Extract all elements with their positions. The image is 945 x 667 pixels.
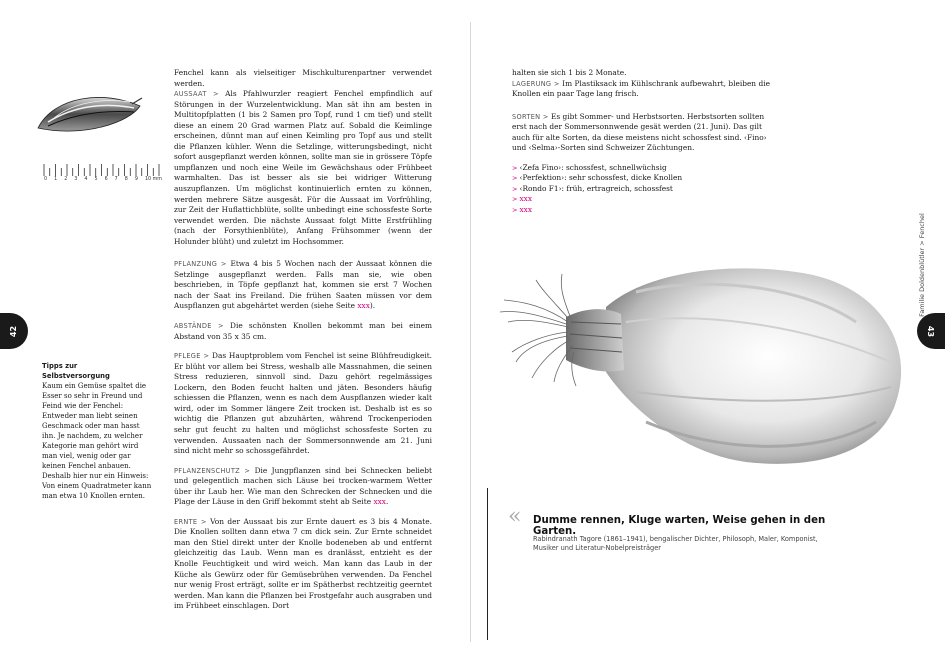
section-label-pflanzenschutz: PFLANZENSCHUTZ > [174,466,251,475]
ruler-tick-label: 1 [54,177,58,182]
page-reference[interactable]: xxx [373,497,386,507]
running-head: Familie Doldenblütler > Fenchel [918,213,926,317]
aussaat-text: Als Pfahlwurzler reagiert Fenchel empfindlich auf Störungen in der Wurzelentwicklung. Man sät ihn am besten in Multitopfplatten (1 bis 2 Samen pro Topf, rund 1 cm tief) und stellt diese an einem 20 Grad warmen Platz auf. Sobald die Keimlinge erscheinen, dünnt man auf einen Keimling pro Topf aus und stellt die Pflanzen kühler. Wenn die Setzlinge, witterungsbedingt, nicht sofort ausgepflanzt werden können, sollte man sie in grössere Töpfe umpflanzen und noch eine Weile im Gewächshaus oder Frühbeet warmhalten. Das ist besser als sie bei widriger Witterung auszupflanzen. Um möglichst kontinuierlich ernten zu können, werden mehrere Sätze ausgesät. Für die Aussaat im Vorfrühling, zur Zeit der Huflattichblüte, sollte unbedingt eine schossfeste Sorte verwendet werden. Die nächste Aussaat folgt Mitte Erstfrühling (nach der Forsythienblüte), Anfang Frühsommer (wenn der Holunder blüht) und zuletzt im Hochsommer. [174,89,432,246]
page-number-left: 42 [0,313,28,349]
ruler-tick-label: 6 [104,177,108,182]
ruler-tick-label: 5 [94,177,98,182]
sorten-text: Es gibt Sommer- und Herbstsorten. Herbstsorten sollten erst nach der Sommersonnwende gesät werden (21. Juni). Das gilt auch für alte Sorten, da diese meistens nicht schossfest sind. ‹Fino› und ‹Selma›-Sorten sind Schweizer Züchtungen. [512,111,767,153]
page-reference[interactable]: xxx [357,301,370,311]
sidebar-text: Kaum ein Gemüse spaltet die Esser so sehr in Freund und Feind wie der Fenchel: Entweder man liebt seinen Geschmack oder man hasst ihn. Je nachdem, zu welcher Kategorie man gehört wird man viel, wenig oder gar keinen Fenchel anbauen. Deshalb hier nur ein Hinweis: Von einem Quadratmeter kann man etwa 10 Knollen ernten. [42,382,152,500]
ruler-tick-label: 10 mm [144,177,162,182]
list-item: > ‹Zefa Fino›: schossfest, schnellwüchsig [512,162,667,172]
paragraph-lagerung [512,68,770,100]
section-label-pflege: PFLEGE > [174,352,210,361]
section-label-ernte: ERNTE > [174,517,207,526]
list-item: > xxx [512,205,533,215]
quote-mark-icon: « [508,504,522,529]
ruler-tick-label: 4 [84,177,88,182]
pflege-text: Das Hauptproblem vom Fenchel ist seine Blühfreudigkeit. Er blüht vor allem bei Stress, weshalb alle Massnahmen, die seinen Stress reduzieren, sinnvoll sind. Dazu gehört regelmässiges Lockern, den Boden feucht halten und jäten. Besonders häufig schiessen die Pflanzen, wenn es nach dem Auspflanzen wieder kalt wird, oder im Sommer längere Zeit trocken ist. Deshalb ist es so wichtig die Pflanzen gut abzuhärten, während Trockenperioden sehr gut feucht zu halten und möglichst schossfeste Sorten zu verwenden. Aussaaten nach der Sommersonnwende am 21. Juni sind nicht mehr so schossgefährdet. [174,351,433,456]
paragraph-pflanzung [174,259,432,312]
pflanzung-text: Etwa 4 bis 5 Wochen nach der Aussaat können die Setzlinge ausgepflanzt werden. Falls man sie, wie oben beschrieben, in Töpfe gepflanzt hat, kommen sie erst 7 Wochen nach der Saat ins Freiland. Die frühen Saaten müssen vor dem Auspflanzen gut abgehärtet werden (siehe Seite [174,259,433,311]
ruler-scale [42,164,164,177]
right-text-column [512,68,770,216]
arrow-icon: > [512,163,520,172]
sidebar-tips [42,362,155,501]
ruler-tick-label: 0 [44,177,48,182]
paragraph-aussaat [174,68,432,247]
pflanzung-end: ). [369,301,376,311]
section-label-pflanzung: PFLANZUNG > [174,260,227,269]
section-label-lagerung: LAGERUNG > [512,79,560,88]
section-label-aussaat: AUSSAAT > [174,90,219,99]
arrow-icon: > [512,184,520,193]
quote-source: Rabindranath Tagore (1861–1941), bengalischer Dichter, Philosoph, Maler, Komponist, Musiker und Literatur-Nobelpreisträger [533,535,818,553]
section-label-abstaende: ABSTÄNDE > [174,322,224,331]
abstaende-text: Die schönsten Knollen bekommt man bei einem Abstand von 35 x 35 cm. [174,321,432,341]
arrow-icon: > [512,195,520,204]
paragraph-abstaende [174,321,432,342]
ruler-tick-label: 8 [124,177,128,182]
pflanzenschutz-end: . [385,497,389,507]
section-label-sorten: SORTEN > [512,112,549,121]
main-text-column [174,68,432,621]
ruler-labels [44,177,162,182]
sidebar-heading-2: Selbstversorgung [42,371,110,380]
quote-rule [487,488,488,640]
ruler-tick-label: 7 [114,177,118,182]
list-item: > xxx [512,194,533,204]
pflanzenschutz-text: Die Jungpflanzen sind bei Schnecken beliebt und gelegentlich machen sich Läuse bei trocken-warmem Wetter über ihr Laub her. Wie man den Schrecken der Schnecken und die Plage der Läuse in den Griff bekommt steht ab Seite [174,465,432,507]
lagerung-text: Im Plastiksack im Kühlschrank aufbewahrt, bleiben die Knollen ein paar Tage lang frisch. [512,78,770,99]
paragraph-sorten [512,112,770,154]
paragraph-ernte [174,517,432,612]
arrow-icon: > [512,174,520,183]
gutter-line [470,22,471,642]
page-number-right: 43 [917,313,945,349]
variety-list [512,163,770,216]
paragraph-pflege [174,351,432,456]
ruler-tick-label: 2 [64,177,68,182]
ruler-tick-label: 9 [134,177,138,182]
arrow-icon: > [512,206,520,215]
list-item: > ‹Rondo F1›: früh, ertragreich, schossfest [512,183,673,193]
fennel-bulb-image [496,252,916,472]
sidebar-heading: Tipps zur [42,362,78,370]
fennel-seed-image [34,88,144,140]
continuation-text: halten sie sich 1 bis 2 Monate. [512,68,627,77]
ruler-tick-label: 3 [74,177,78,182]
list-item: > ‹Perfektion›: sehr schossfest, dicke Knollen [512,173,683,183]
intro-text: Fenchel kann als vielseitiger Mischkulturenpartner verwendet werden. [174,68,432,88]
quote-text: Dumme rennen, Kluge warten, Weise gehen in den Garten. [533,515,826,537]
ernte-text: Von der Aussaat bis zur Ernte dauert es 3 bis 4 Monate. Die Knollen sollten dann etwa 7 cm dick sein. Zur Ernte schneidet man den Stiel direkt unter der Knolle bodeneben ab und entfernt gleichzeitig das Laub. Wenn man es dranlässt, entzieht es der Knolle Feuchtigkeit und wird weich. Man kann das Laub in der Küche als Gewürz oder für Gemüsebrühen verwenden. Da Fenchel nur wenig Frost erträgt, sollte er im Spätherbst rechtzeitig geerntet werden. Man kann die Pflanzen bei Frostgefahr auch ausgraben und im Frühbeet einschlagen. Dort [174,516,432,611]
paragraph-pflanzenschutz [174,466,432,508]
